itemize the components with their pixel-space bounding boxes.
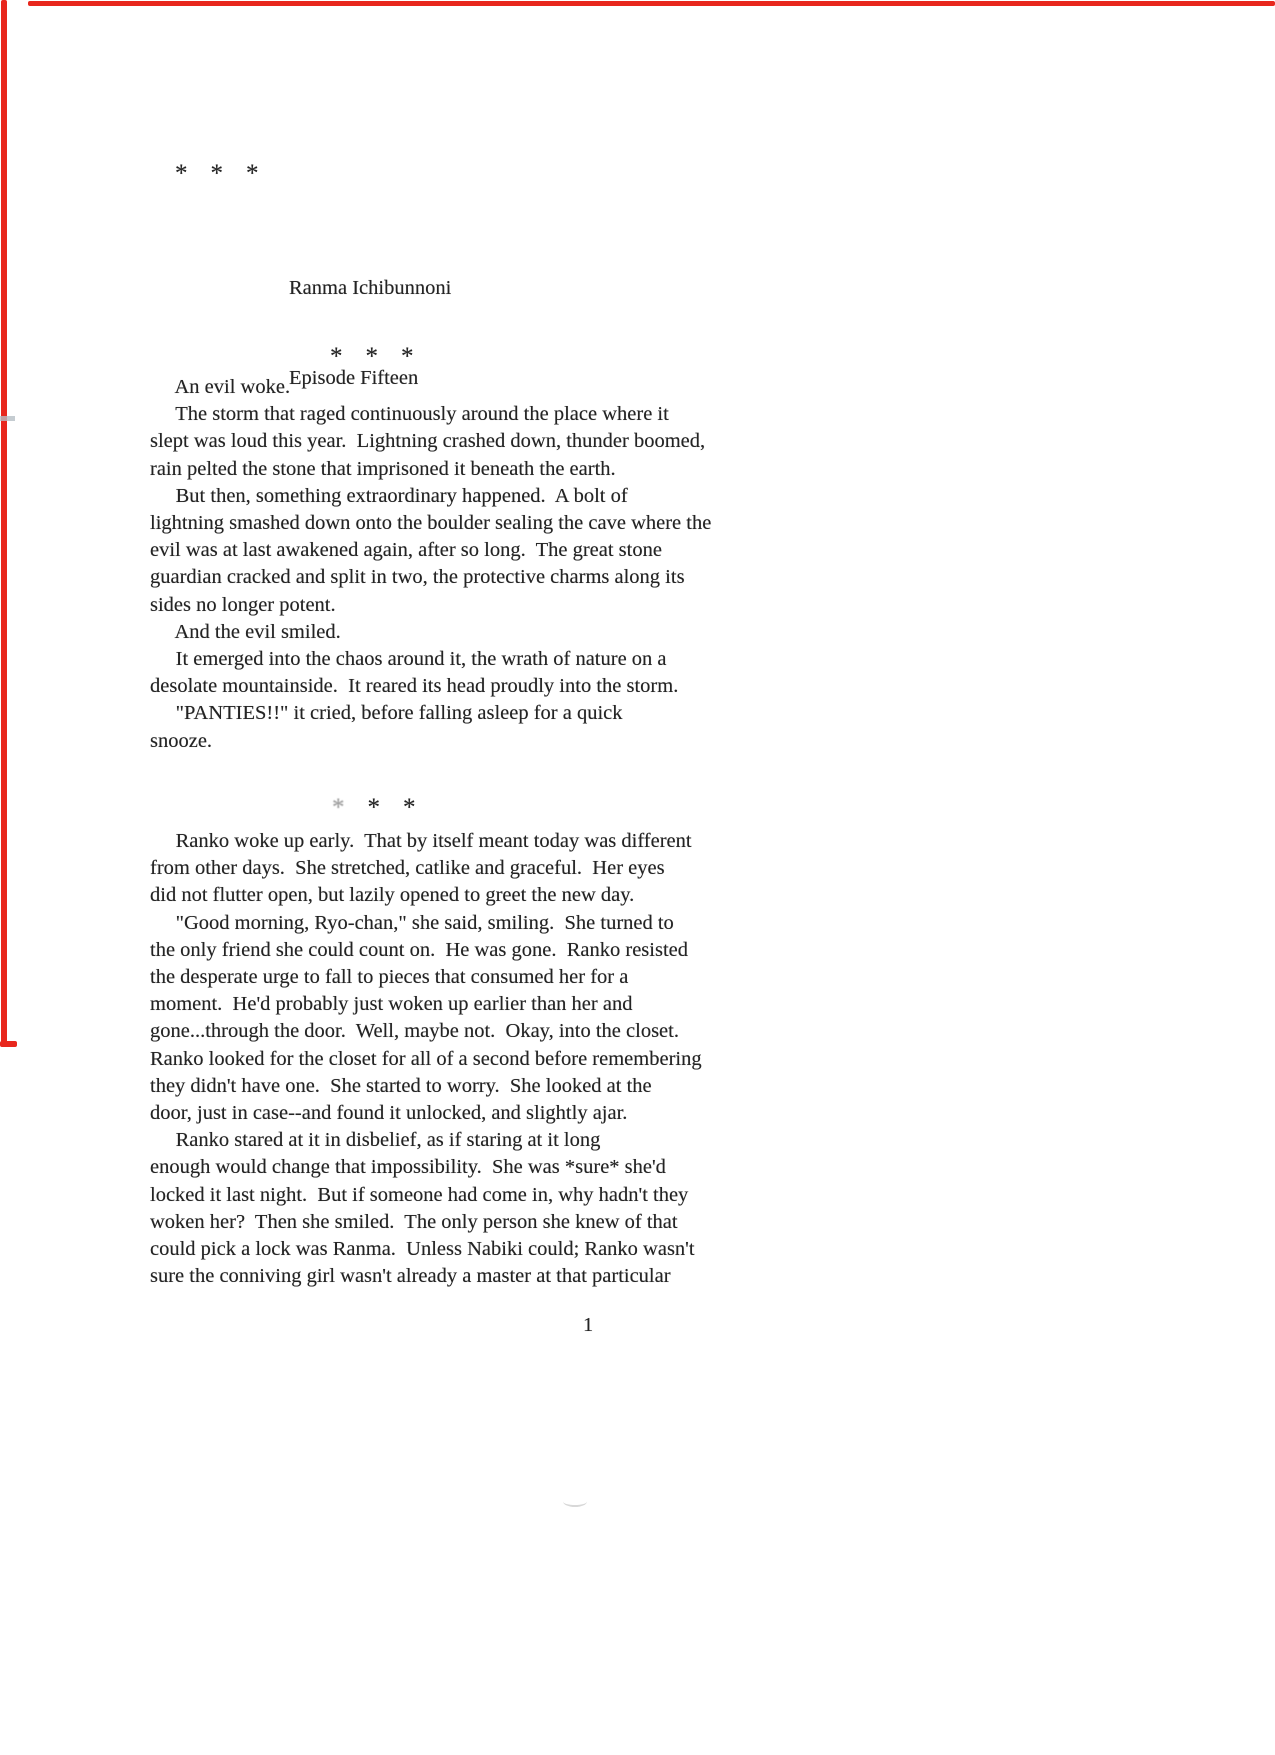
text-line: did not flutter open, but lazily opened to greet the new day. [150, 884, 635, 907]
text-line: they didn't have one. She started to worry. She looked at the [150, 1074, 652, 1097]
story-title: Ranma Ichibunnoni [289, 277, 452, 299]
text-line: door, just in case--and found it unlocked, and slightly ajar. [150, 1102, 628, 1125]
scan-red-edge-left-foot [0, 1041, 17, 1047]
text-line: But then, something extraordinary happened. A bolt of [150, 484, 628, 507]
prose-block-2 [150, 828, 702, 1290]
text-line: moment. He'd probably just woken up earlier than her and [150, 993, 633, 1016]
asterisk: * [403, 794, 416, 822]
asterisk: * [175, 160, 188, 188]
scan-red-edge-top [28, 1, 1275, 6]
text-line: gone...through the door. Well, maybe not. Okay, into the closet. [150, 1020, 679, 1043]
text-line: guardian cracked and split in two, the protective charms along its [150, 566, 685, 589]
text-line: locked it last night. But if someone had come in, why hadn't they [150, 1183, 689, 1206]
text-line: desolate mountainside. It reared its head proudly into the storm. [150, 675, 679, 698]
text-line: sides no longer potent. [150, 593, 336, 616]
scan-red-edge-left [1, 0, 7, 1047]
scan-gray-tick [0, 416, 15, 421]
text-line: slept was loud this year. Lightning crashed down, thunder boomed, [150, 430, 706, 453]
asterisk: * [330, 343, 343, 371]
asterisk: * [367, 794, 380, 822]
text-line: enough would change that impossibility. She was *sure* she'd [150, 1156, 666, 1179]
scan-smudge-mark [563, 1496, 587, 1507]
text-line: Ranko stared at it in disbelief, as if staring at it long [150, 1129, 601, 1152]
text-line: "Good morning, Ryo-chan," she said, smiling. She turned to [150, 911, 674, 934]
text-line: And the evil smiled. [150, 620, 341, 643]
page-number: 1 [583, 1314, 594, 1336]
prose-block-1 [150, 374, 711, 755]
asterisk: * [210, 160, 223, 188]
asterisk: * [246, 160, 259, 188]
text-line: Ranko woke up early. That by itself meant today was different [150, 830, 692, 852]
text-line: snooze. [150, 729, 213, 752]
text-line: the desperate urge to fall to pieces that consumed her for a [150, 966, 629, 989]
text-line: The storm that raged continuously around the place where it [150, 403, 669, 426]
text-line: "PANTIES!!" it cried, before falling asleep for a quick [150, 702, 623, 725]
text-line: rain pelted the stone that imprisoned it beneath the earth. [150, 457, 616, 480]
text-line: Ranko looked for the closet for all of a second before remembering [150, 1047, 702, 1070]
asterisk-divider-1 [150, 133, 259, 215]
text-line: woken her? Then she smiled. The only person she knew of that [150, 1210, 678, 1233]
text-line: could pick a lock was Ranma. Unless Nabiki could; Ranko wasn't [150, 1238, 695, 1261]
text-line: from other days. She stretched, catlike and graceful. Her eyes [150, 857, 665, 880]
asterisk-faded: * [332, 794, 345, 822]
text-line: It emerged into the chaos around it, the wrath of nature on a [150, 648, 667, 671]
text-line: An evil woke. [150, 376, 291, 398]
text-line: evil was at last awakened again, after so long. The great stone [150, 539, 662, 562]
episode-subtitle: Episode Fifteen [289, 367, 419, 389]
text-line: sure the conniving girl wasn't already a master at that particular [150, 1265, 671, 1288]
text-line: lightning smashed down onto the boulder sealing the cave where the [150, 512, 712, 535]
text-line: the only friend she could count on. He was gone. Ranko resisted [150, 938, 689, 961]
asterisk: * [365, 343, 378, 371]
asterisk: * [401, 343, 414, 371]
